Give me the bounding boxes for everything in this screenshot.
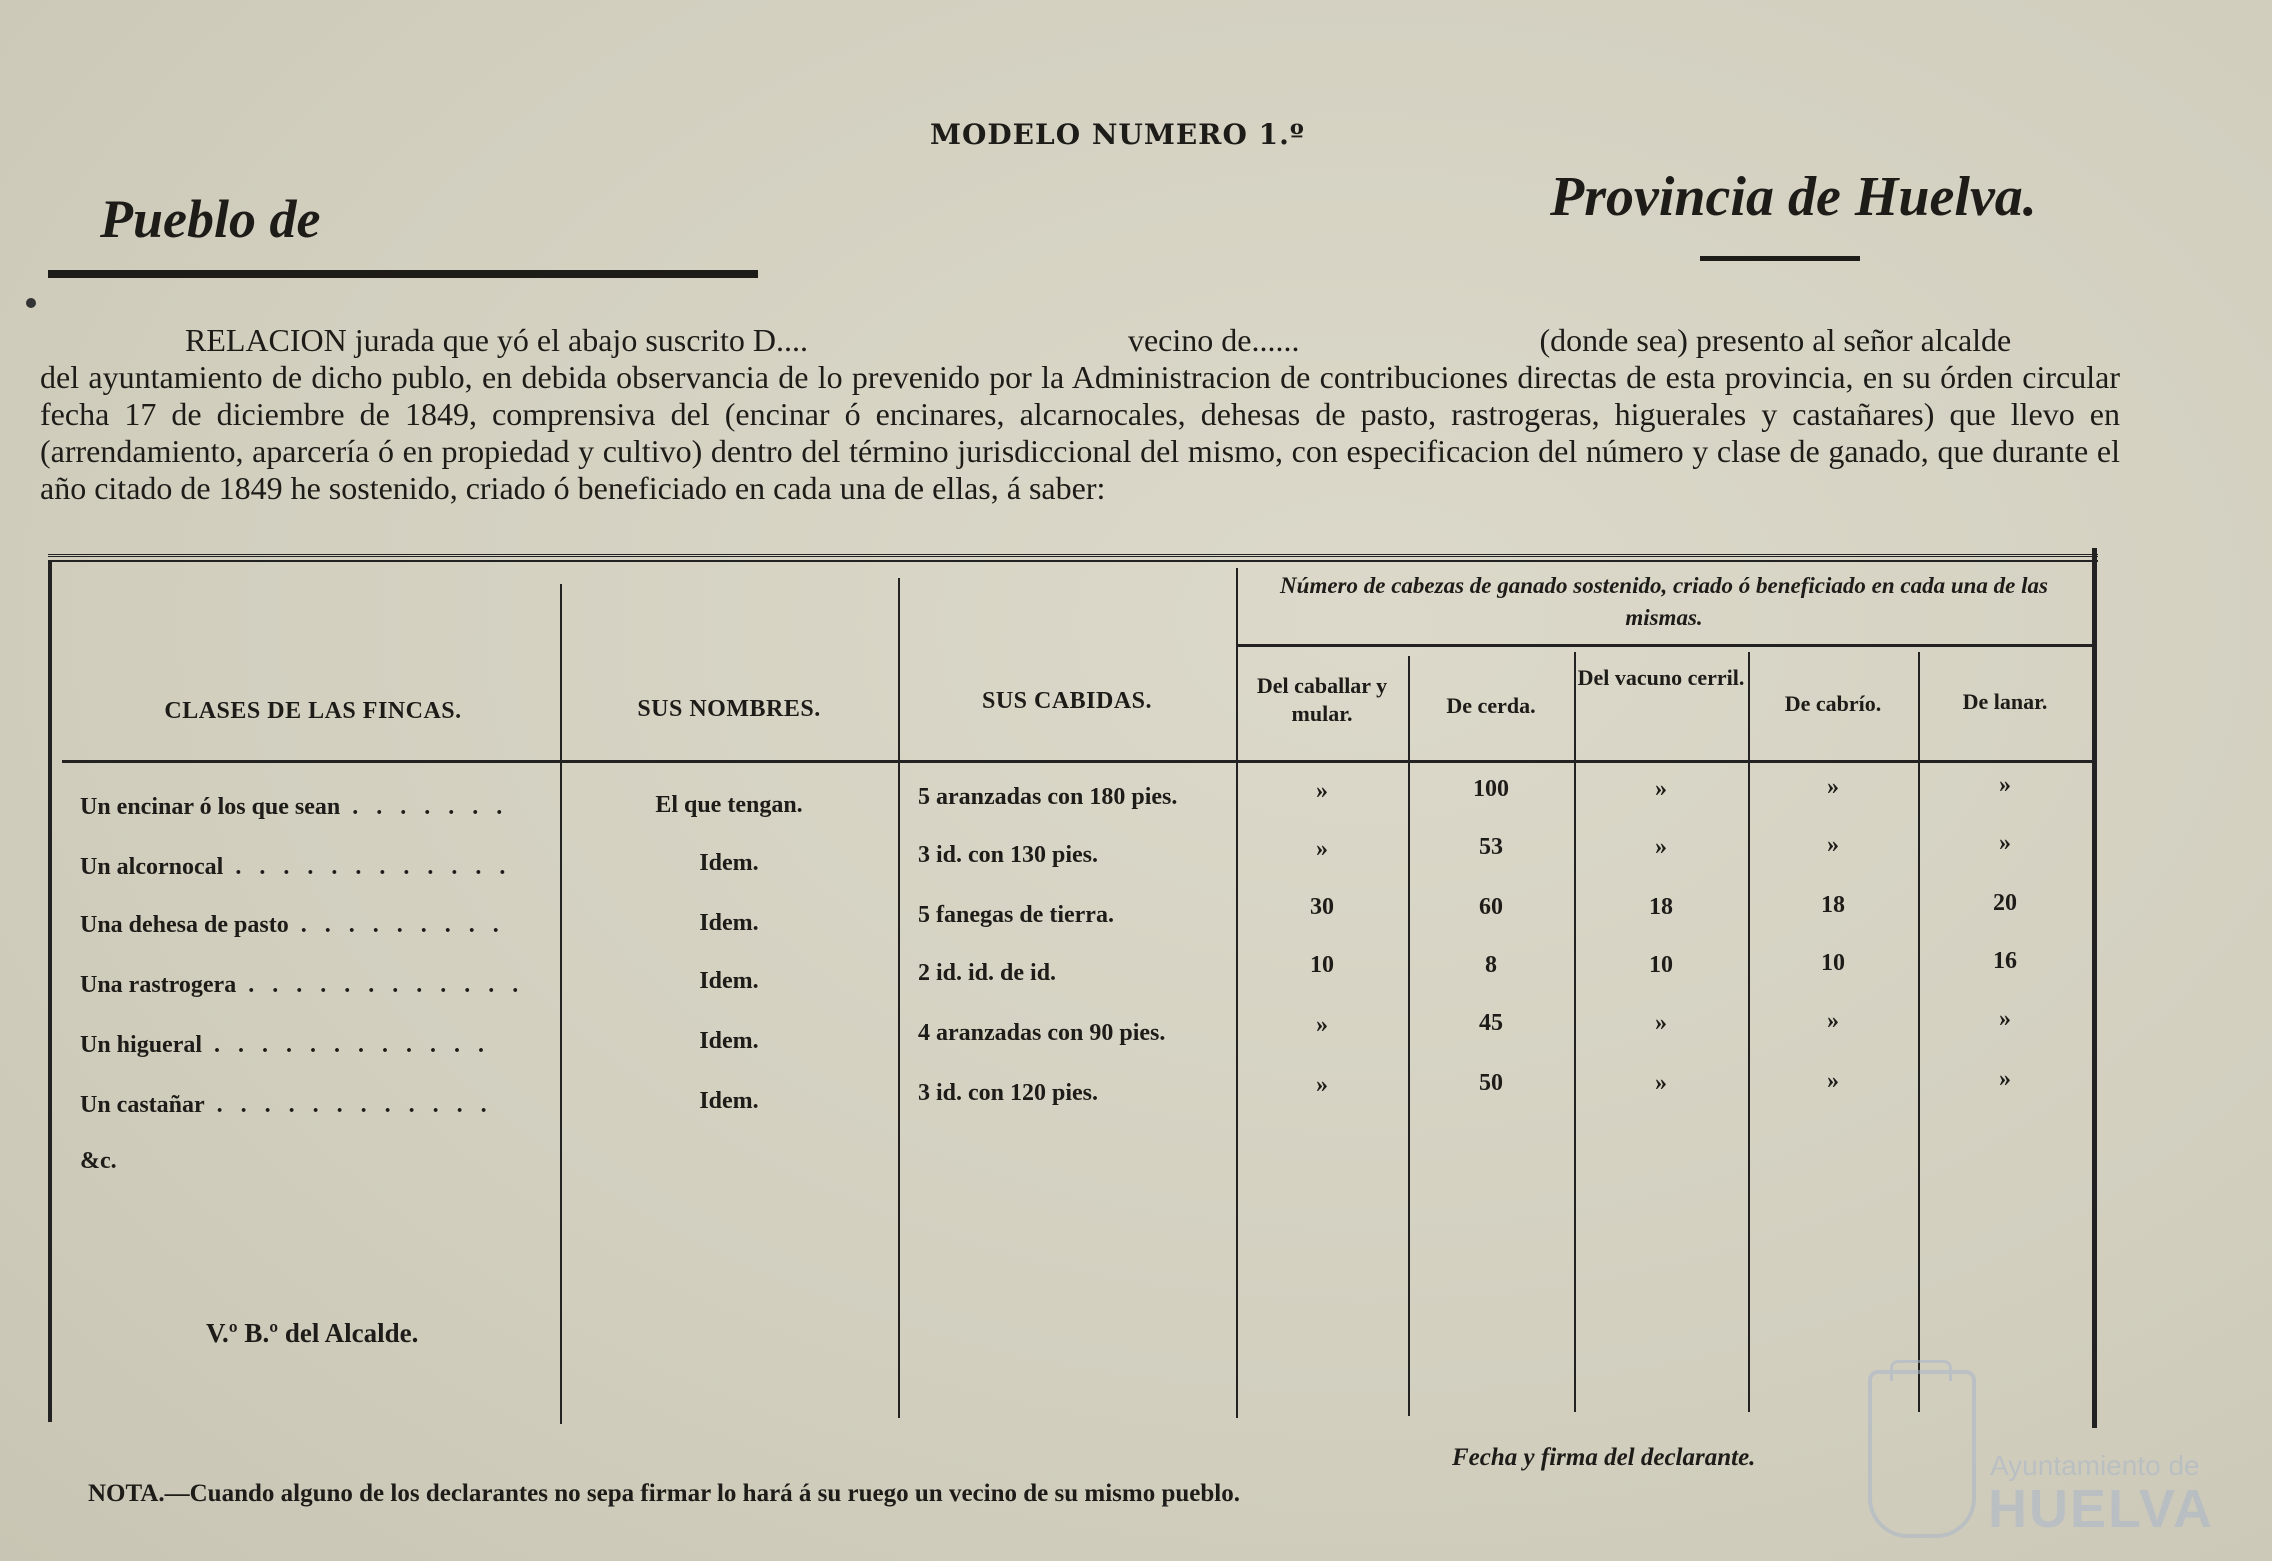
header-bottom-rule: [62, 760, 2092, 763]
model-title: MODELO NUMERO 1.º: [930, 118, 1305, 151]
watermark-line1: Ayuntamiento de: [1990, 1450, 2200, 1481]
cell-nombre: Idem.: [699, 1028, 759, 1054]
cell-nombre: Idem.: [699, 968, 759, 994]
cell-lanar: 20: [1993, 890, 2017, 916]
cell-vacuno: »: [1655, 776, 1667, 802]
cell-cerda: 50: [1479, 1070, 1503, 1096]
livestock-table: [48, 548, 2098, 1448]
ink-dot: [26, 298, 36, 308]
pueblo-label: Pueblo de: [100, 189, 321, 249]
cell-vacuno: »: [1655, 1010, 1667, 1036]
header-vacuno: Del vacuno cerril.: [1577, 665, 1745, 690]
cell-cabrio: »: [1827, 832, 1839, 858]
cell-cerda: 45: [1479, 1010, 1503, 1036]
nota-footnote: NOTA.—Cuando alguno de los declarantes no sepa firmar lo hará á su ruego un vecino de su mismo pueblo.: [88, 1480, 1240, 1507]
fecha-firma-label: Fecha y firma del declarante.: [1452, 1444, 1756, 1471]
cell-cabida: 4 aranzadas con 90 pies.: [918, 1020, 1166, 1046]
cell-vacuno: 10: [1649, 952, 1673, 978]
cell-cabrio: »: [1827, 1068, 1839, 1094]
cell-clase: &c.: [80, 1148, 117, 1174]
ayuntamiento-watermark: [1860, 1360, 2220, 1550]
cell-clase: Un encinar ó los que sean . . . . . . .: [80, 794, 509, 820]
cell-lanar: 16: [1993, 948, 2017, 974]
header-cabidas: SUS CABIDAS.: [981, 688, 1153, 714]
header-ganado-group: Número de cabezas de ganado sostenido, criado ó beneficiado en cada una de las mismas.: [1280, 573, 2048, 630]
cell-lanar: »: [1999, 772, 2011, 798]
cell-caballar: 10: [1310, 952, 1334, 978]
cell-caballar: »: [1316, 778, 1328, 804]
cell-cabida: 3 id. con 130 pies.: [918, 842, 1099, 868]
cell-nombre: El que tengan.: [655, 792, 803, 818]
cell-cabida: 2 id. id. de id.: [918, 960, 1057, 986]
intro-paragraph: [40, 322, 2120, 507]
cell-nombre: Idem.: [699, 1088, 759, 1114]
header-nombres: SUS NOMBRES.: [637, 696, 821, 722]
shield-icon: [1868, 1370, 1976, 1538]
cell-cabrio: »: [1827, 1008, 1839, 1034]
visto-bueno-alcalde: V.º B.º del Alcalde.: [206, 1318, 419, 1348]
cell-cabrio: 18: [1821, 892, 1845, 918]
cell-clase: Un alcornocal . . . . . . . . . . . .: [80, 854, 512, 880]
pueblo-underline: [48, 270, 758, 278]
table-right-rule: [2092, 548, 2097, 1428]
header-cabrio: De cabrío.: [1784, 691, 1882, 716]
cell-cabrio: »: [1827, 774, 1839, 800]
provincia-label: Provincia de Huelva.: [1550, 166, 2037, 228]
cell-cabida: 5 fanegas de tierra.: [918, 902, 1114, 928]
cell-clase: Una dehesa de pasto . . . . . . . . .: [80, 912, 505, 938]
cell-lanar: »: [1999, 1066, 2011, 1092]
cell-vacuno: »: [1655, 1070, 1667, 1096]
cell-cabida: 3 id. con 120 pies.: [918, 1080, 1099, 1106]
watermark-line2: HUELVA: [1988, 1479, 2214, 1539]
cell-caballar: »: [1316, 1012, 1328, 1038]
intro-end: (donde sea) presento al señor alcalde: [1539, 322, 2012, 358]
cell-nombre: Idem.: [699, 910, 759, 936]
intro-rest: del ayuntamiento de dicho publo, en debida observancia de lo prevenido por la Administracion de contribuciones directas de esta provincia, en su órden circular fecha 17 de diciembre de 1849, comprensiva del (encinar ó encinares, alcarnocales, dehesas de pasto, rastrogeras, higuerales y castañares) que llevo en (arrendamiento, aparcería ó en propiedad y cultivo) dentro del término jurisdiccional del mismo, con especificacion del número y clase de ganado, que durante el año citado de 1849 he sostenido, criado ó beneficiado en cada una de ellas, á saber:: [40, 359, 2120, 506]
cell-clase: Una rastrogera . . . . . . . . . . . .: [80, 972, 525, 998]
header-clases: CLASES DE LAS FINCAS.: [164, 698, 462, 724]
header-cerda: De cerda.: [1446, 693, 1536, 718]
header-caballar: Del caballar y mular.: [1256, 673, 1388, 726]
table-left-rule: [48, 562, 52, 1422]
cell-vacuno: »: [1655, 834, 1667, 860]
cell-lanar: »: [1999, 830, 2011, 856]
intro-vecino: vecino de......: [1127, 322, 1300, 358]
cell-cerda: 100: [1473, 776, 1509, 802]
cell-nombre: Idem.: [699, 850, 759, 876]
cell-caballar: »: [1316, 1072, 1328, 1098]
cell-caballar: 30: [1310, 894, 1334, 920]
cell-lanar: »: [1999, 1006, 2011, 1032]
cell-cabrio: 10: [1821, 950, 1845, 976]
table-top-rule: [48, 554, 2098, 562]
cell-clase: Un castañar . . . . . . . . . . . .: [80, 1092, 493, 1118]
cell-cerda: 60: [1479, 894, 1503, 920]
cell-vacuno: 18: [1649, 894, 1673, 920]
cell-caballar: »: [1316, 836, 1328, 862]
group-header-rule: [1236, 644, 2092, 647]
header-lanar: De lanar.: [1962, 689, 2048, 714]
cell-clase: Un higueral . . . . . . . . . . . .: [80, 1032, 491, 1058]
provincia-rule: [1700, 256, 1860, 261]
cell-cerda: 8: [1485, 952, 1497, 978]
intro-start: RELACION jurada que yó el abajo suscrito D....: [185, 322, 808, 358]
cell-cabida: 5 aranzadas con 180 pies.: [918, 784, 1178, 810]
cell-cerda: 53: [1479, 834, 1503, 860]
